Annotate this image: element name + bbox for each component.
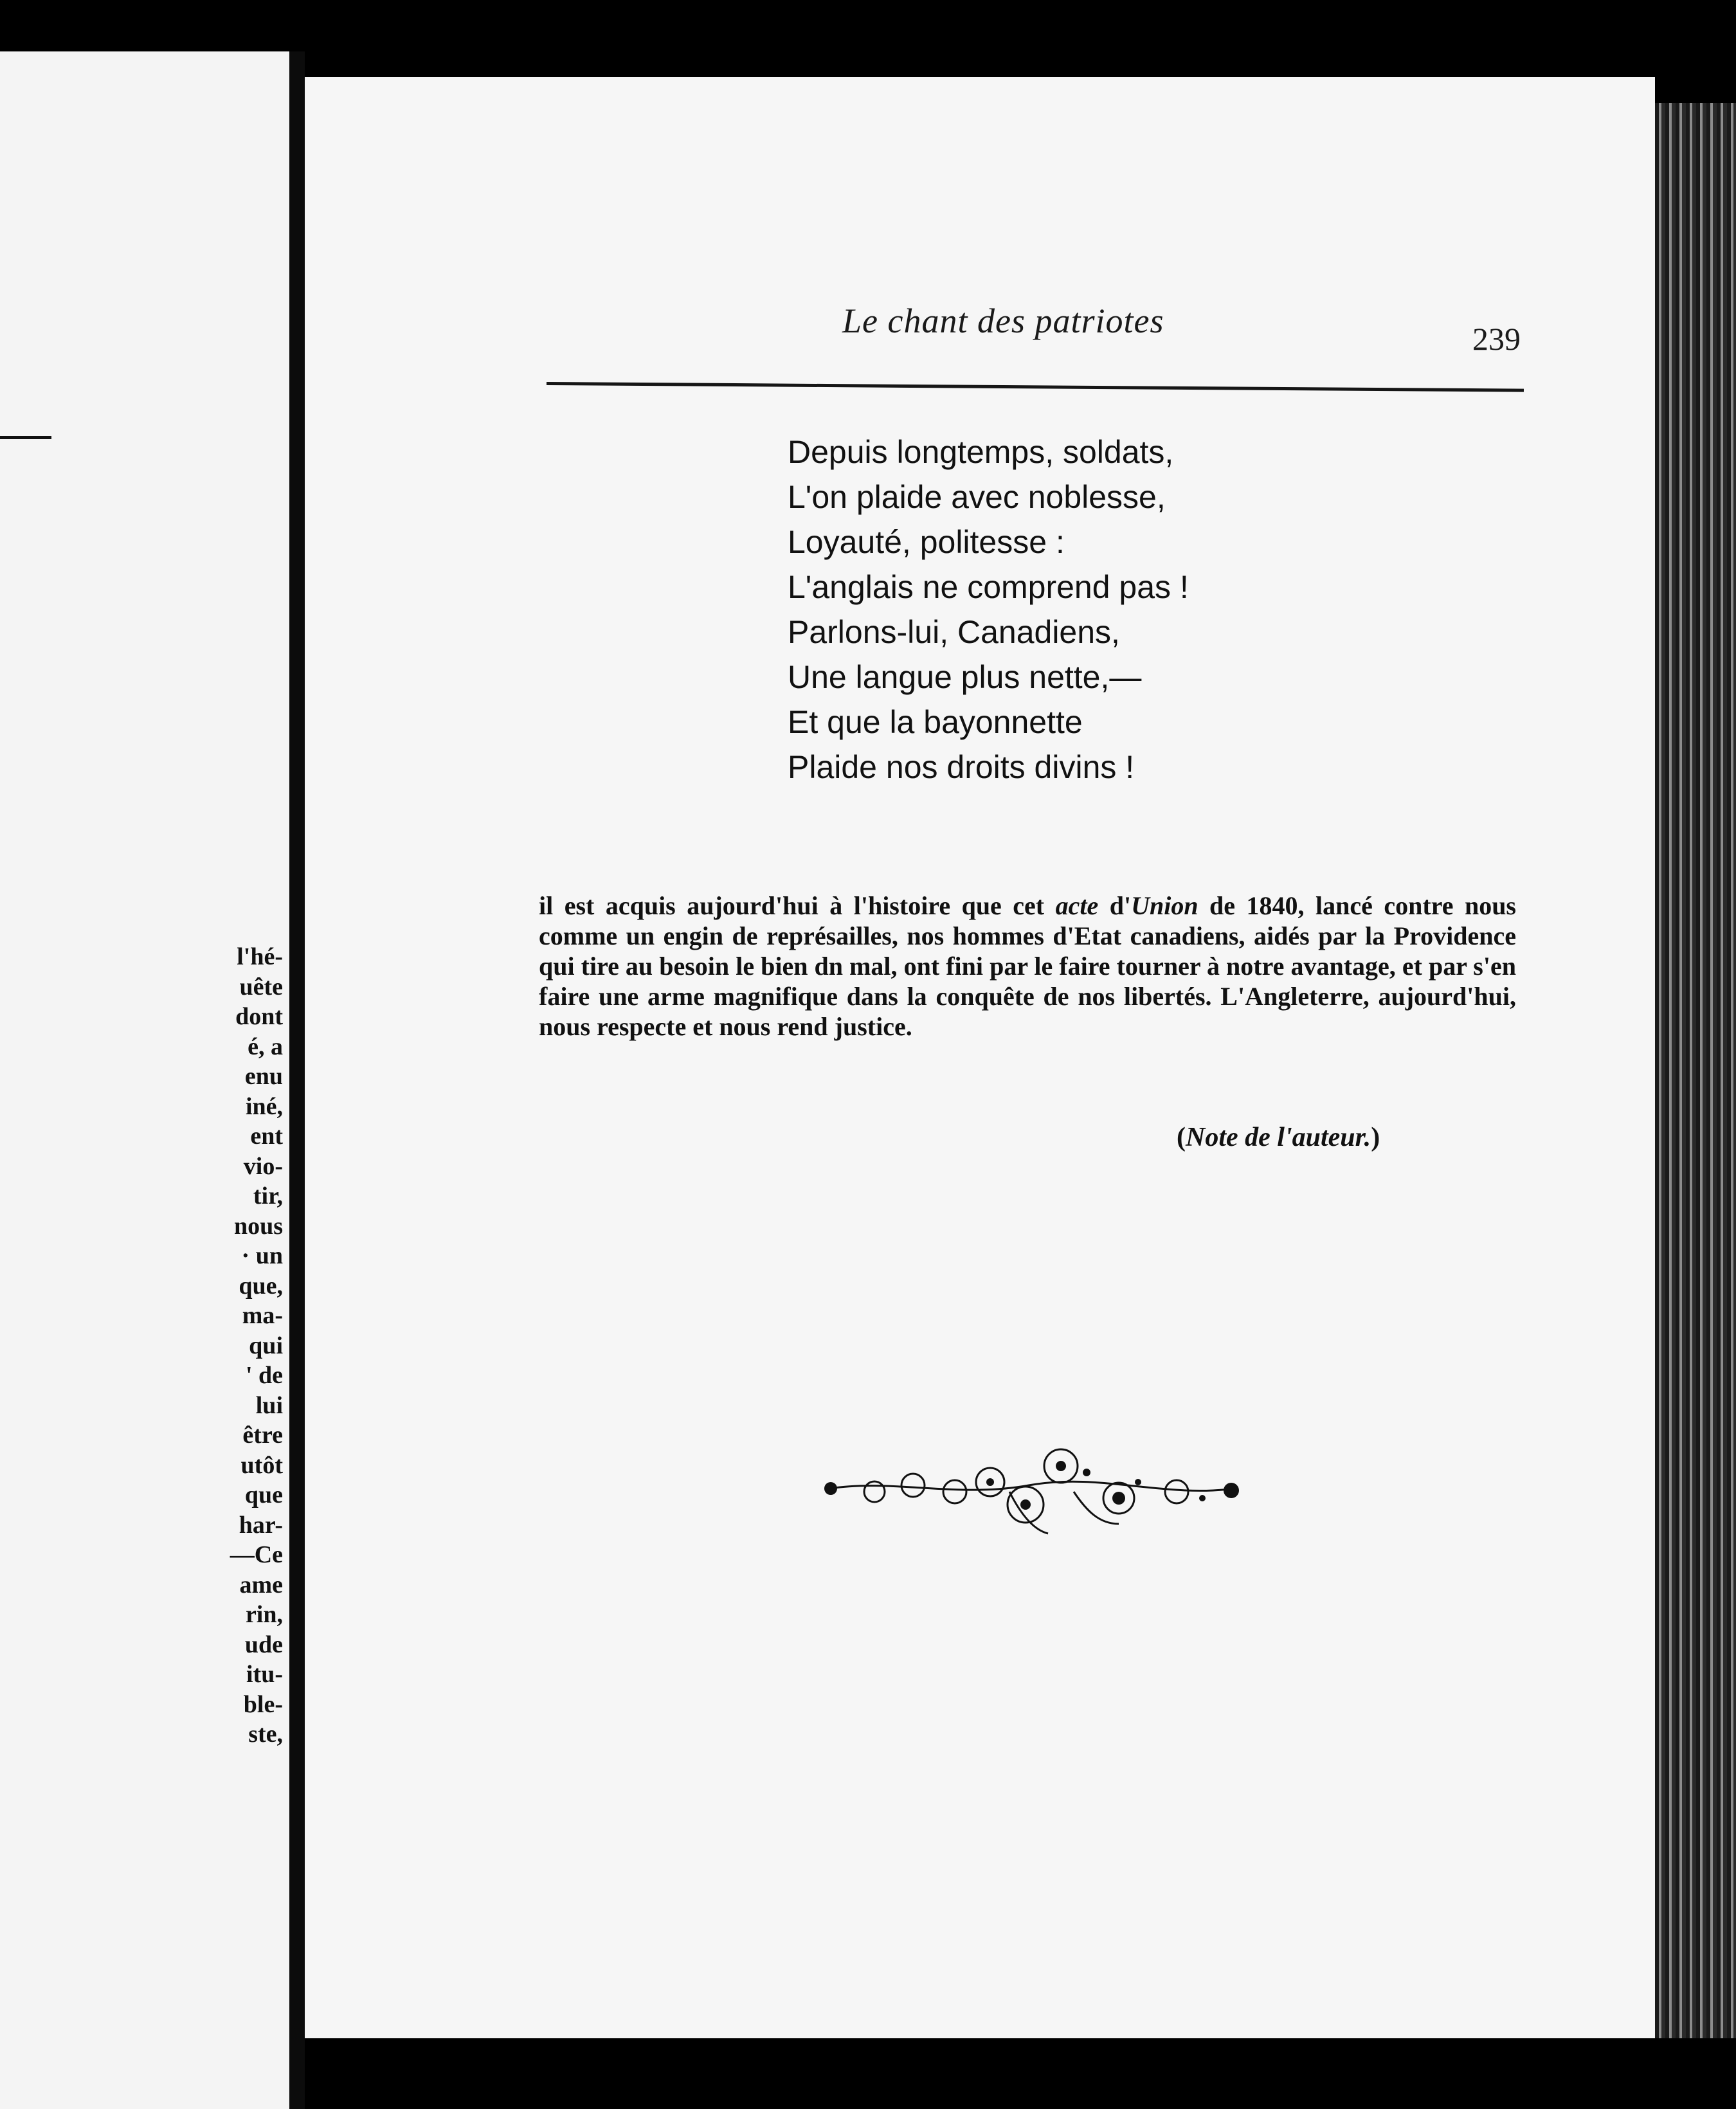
attribution-paren-close: ) <box>1371 1123 1380 1152</box>
left-fragment: ' de <box>245 1362 283 1389</box>
poem-line: L'on plaide avec noblesse, <box>788 479 1166 515</box>
floral-vignette-icon <box>817 1427 1254 1543</box>
left-fragment: ent <box>250 1123 283 1150</box>
left-fragment: iné, <box>245 1092 283 1120</box>
left-page-text-fragments <box>0 942 283 1750</box>
left-fragment: ste, <box>248 1721 283 1748</box>
left-fragment: ame <box>239 1571 283 1598</box>
poem-line: Une langue plus nette,— <box>788 659 1142 695</box>
left-fragment: —Ce <box>230 1541 283 1568</box>
poem-line: Depuis longtemps, soldats, <box>788 434 1174 470</box>
poem-line: Et que la bayonnette <box>788 704 1083 740</box>
right-page <box>305 77 1655 2038</box>
attribution-text: Note de l'auteur. <box>1186 1123 1371 1152</box>
poem-line: Plaide nos droits divins ! <box>788 749 1135 785</box>
left-fragment: l'hé- <box>237 943 283 970</box>
left-fragment: vio- <box>243 1152 283 1180</box>
poem-line: Loyauté, politesse : <box>788 524 1065 560</box>
left-fragment: ble- <box>243 1690 283 1718</box>
left-fragment: rin, <box>245 1601 283 1628</box>
note-text: il est acquis aujourd'hui à l'histoire que cet <box>539 891 1056 920</box>
poem-line: Parlons-lui, Canadiens, <box>788 614 1120 650</box>
left-fragment: enu <box>244 1063 283 1090</box>
note-text: d' <box>1098 891 1132 920</box>
left-fragment: ude <box>244 1631 283 1658</box>
note-italic-acte: acte <box>1055 891 1099 920</box>
left-fragment: lui <box>255 1391 283 1419</box>
running-head: Le chant des patriotes <box>842 302 1164 340</box>
note-attribution <box>1177 1122 1380 1153</box>
left-page <box>0 51 289 2109</box>
left-fragment: que, <box>239 1272 283 1299</box>
left-fragment: qui <box>249 1332 283 1359</box>
left-fragment: · un <box>241 1242 283 1269</box>
left-fragment: uête <box>239 973 283 1000</box>
page-number: 239 <box>1472 321 1521 357</box>
left-fragment: ma- <box>242 1302 283 1329</box>
note-text: de 1840, lancé contre nous comme un engin de représailles, nos hommes d'Etat canadiens, aidés par la Providence qui tire au besoin le bien dn mal, ont fini par le faire tourner à notre avantage, et par s'en faire une arme magnifique dans la conquête de nos libertés. L'Angleterre, aujourd'hui, nous respecte et nous rend justice. <box>539 891 1517 1041</box>
attribution-paren-open: ( <box>1177 1123 1186 1152</box>
left-fragment: dont <box>235 1003 283 1030</box>
left-fragment: tir, <box>253 1182 283 1209</box>
left-fragment: utôt <box>240 1451 283 1479</box>
note-italic-union: Union <box>1131 891 1198 920</box>
left-fragment: itu- <box>246 1661 283 1688</box>
left-fragment: har- <box>239 1511 283 1539</box>
author-note <box>539 891 1516 1042</box>
left-fragment: être <box>242 1422 283 1449</box>
left-page-rule <box>0 436 51 439</box>
left-fragment: nous <box>233 1212 283 1240</box>
book-gutter <box>289 51 305 2109</box>
left-fragment: que <box>244 1481 283 1508</box>
poem-stanza <box>788 430 1189 790</box>
left-fragment: é, a <box>248 1033 283 1060</box>
note-paragraph <box>539 891 1516 1042</box>
poem-line: L'anglais ne comprend pas ! <box>788 569 1189 605</box>
page-edges <box>1655 103 1736 2038</box>
